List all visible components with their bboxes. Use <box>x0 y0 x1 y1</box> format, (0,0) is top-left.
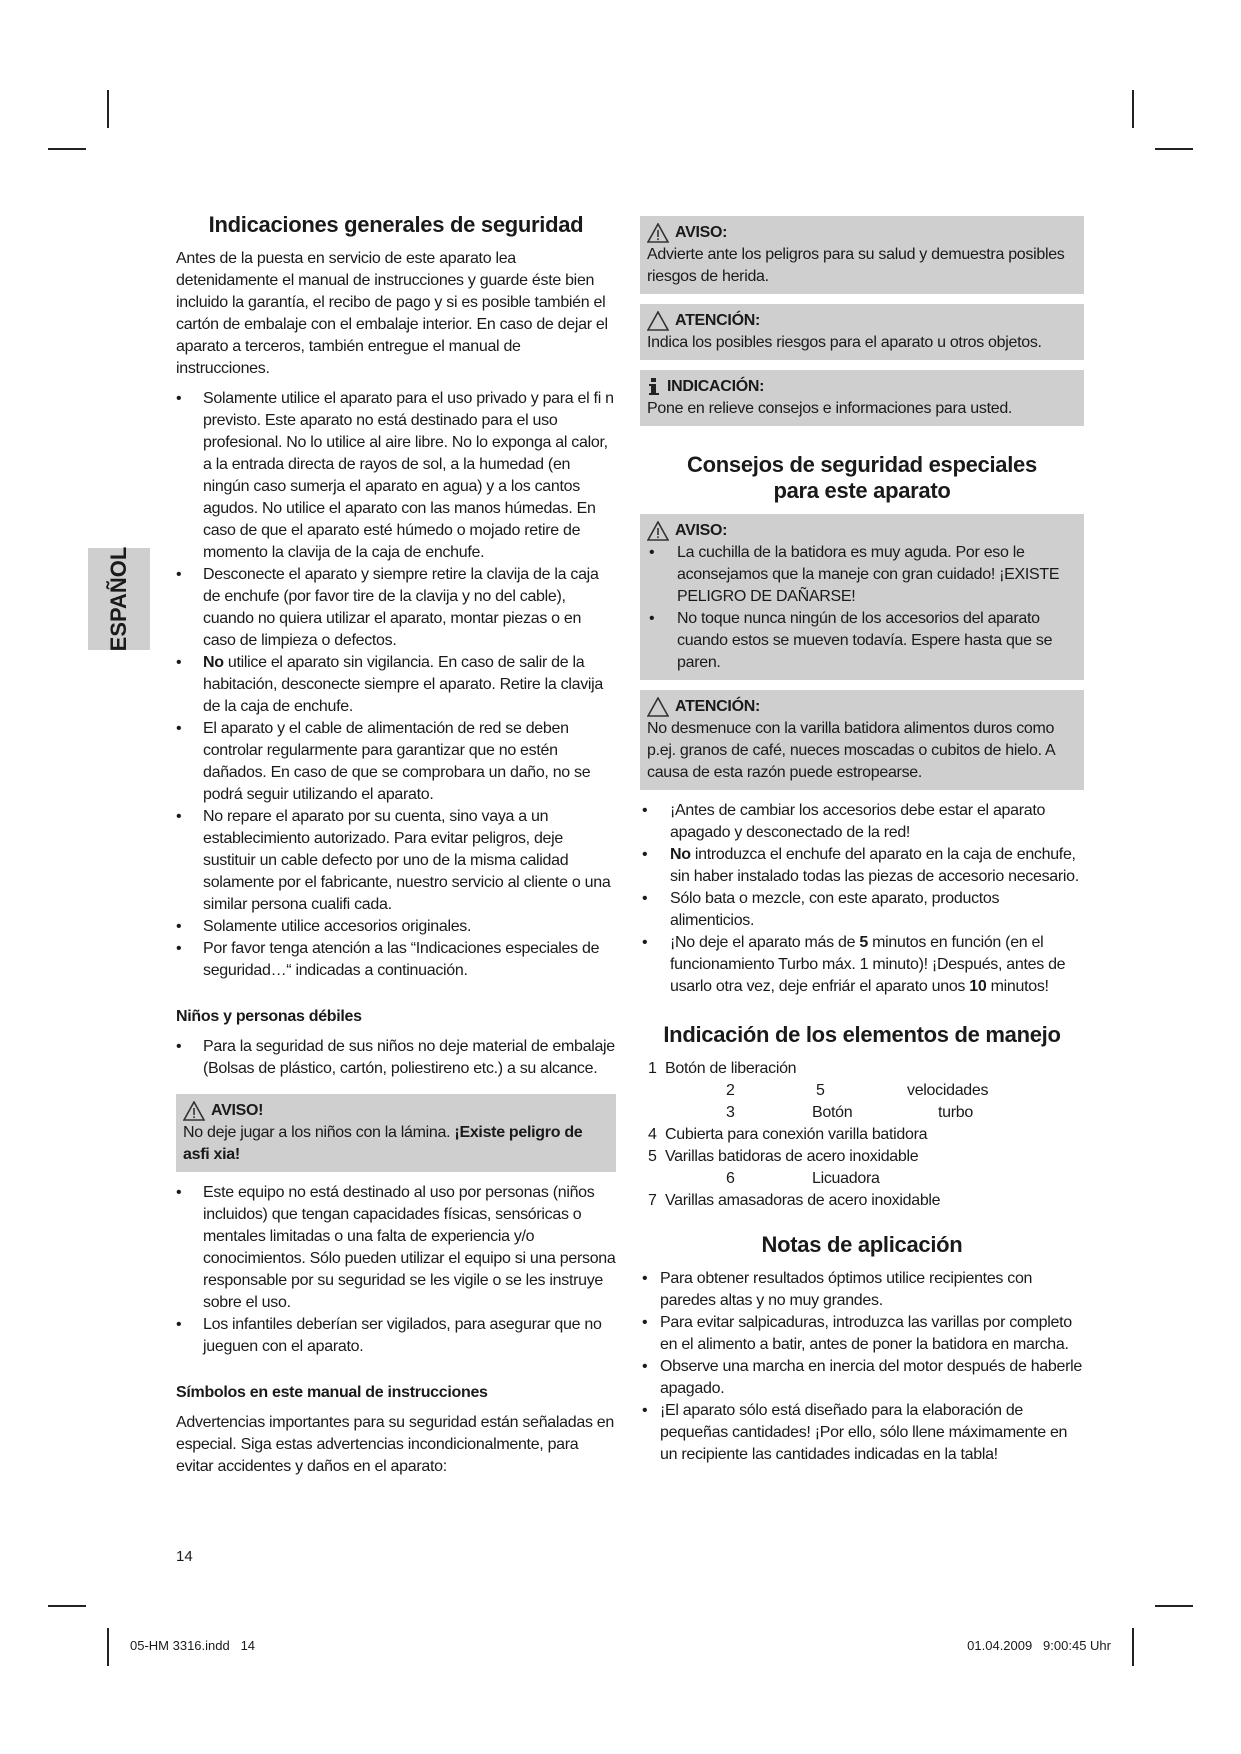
special-safety-title: Consejos de seguridad especiales para este aparato <box>687 452 1037 503</box>
list-item: • Observe una marcha en inercia del motor después de haberle apagado. <box>642 1358 1082 1397</box>
notes-list <box>640 1268 1084 1466</box>
control-item: 4 Cubierta para conexión varilla batidora <box>648 1126 928 1143</box>
list-item: • ¡El aparato sólo está diseñado para la elaboración de pequeñas cantidades! ¡Por ello, sólo llene máximamente en un recipiente las cantidades indicadas en la tabla! <box>642 1402 1068 1463</box>
safety-list <box>176 388 616 982</box>
list-item: • La cuchilla de la batidora es muy aguda. Por eso le aconsejamos que la maneje con gran cuidado! ¡EXISTE PELIGRO DE DAÑARSE! <box>649 544 1060 605</box>
list-item: • El aparato y el cable de alimentación de red se deben controlar regularmente para garantizar que no estén dañados. En caso de que se comprobara un daño, no se podrá seguir utilizando el aparato. <box>176 720 591 803</box>
intro-paragraph: Antes de la puesta en servicio de este aparato lea detenidamente el manual de instrucciones y guarde éste bien incluido la garantía, el recibo de pago y si es posible también el cartón de embalaje con el embalaje interior. En caso de dejar el aparato a terceros, también entregue el manual de instrucciones. <box>176 250 608 377</box>
children-heading: Niños y personas débiles <box>176 1008 362 1025</box>
crop-mark <box>1155 148 1193 150</box>
crop-mark <box>107 90 109 128</box>
list-item: • No repare el aparato por su cuenta, sino vaya a un establecimiento autorizado. Para evitar peligros, deje sustituir un cable defecto por uno de la misma calidad solamente por el fabricante, nuestro servicio al cliente o una similar persona cualifi cada. <box>176 808 611 913</box>
children-list-2 <box>176 1182 616 1358</box>
notes-title: Notas de aplicación <box>761 1232 963 1257</box>
list-item: • No utilice el aparato sin vigilancia. En caso de salir de la habitación, desconecte siempre el aparato. Retire la clavija de la caja de enchufe. <box>176 654 604 715</box>
warning-triangle-icon <box>647 521 669 541</box>
language-tab-label: ESPAÑOL <box>106 546 131 652</box>
list-item: • No toque nunca ningún de los accesorios del aparato cuando estos se mueven todavía. Espere hasta que se paren. <box>649 610 1053 671</box>
symbols-heading: Símbolos en este manual de instrucciones <box>176 1384 488 1401</box>
warning-triangle-icon <box>183 1101 205 1121</box>
control-item: 7 Varillas amasadoras de acero inoxidable <box>648 1192 941 1209</box>
children-warning-box: AVISO! No deje jugar a los niños con la lámina. ¡Existe peligro de asfi xia! <box>176 1094 616 1172</box>
warning-triangle-icon <box>647 223 669 243</box>
page-number: 14 <box>176 1548 193 1565</box>
crop-mark <box>1132 1628 1134 1666</box>
language-tab <box>88 548 150 650</box>
crop-mark <box>1132 90 1134 128</box>
list-item: • Para evitar salpicaduras, introduzca las varillas por completo en el alimento a batir, antes de poner la batidora en marcha. <box>642 1314 1072 1353</box>
footer-timestamp: 01.04.2009 9:00:45 Uhr <box>967 1638 1111 1653</box>
caution-triangle-icon <box>647 697 669 717</box>
caution-box: ATENCIÓN: Indica los posibles riesgos para el aparato u otros objetos. <box>640 304 1084 360</box>
list-item: • Desconecte el aparato y siempre retire la clavija de la caja de enchufe (por favor tire de la clavija y no del cable), cuando no quiera utilizar el aparato, montar piezas o en caso de limpieza o defectos. <box>176 566 599 649</box>
controls-title: Indicación de los elementos de manejo <box>663 1022 1061 1047</box>
warning-box: AVISO: Advierte ante los peligros para su salud y demuestra posibles riesgos de herida. <box>640 216 1084 294</box>
info-icon <box>647 377 661 397</box>
special-list <box>640 800 1084 998</box>
general-safety-title: Indicaciones generales de seguridad <box>208 212 584 237</box>
control-item: 6 Licuadora <box>726 1170 880 1187</box>
crop-mark <box>1155 1605 1193 1607</box>
caution-triangle-icon <box>647 311 669 331</box>
left-column <box>176 212 616 1486</box>
control-item: 5 Varillas batidoras de acero inoxidable <box>648 1148 919 1165</box>
list-item: • Solamente utilice accesorios originales. <box>176 918 472 935</box>
list-item: • Para la seguridad de sus niños no deje material de embalaje (Bolsas de plástico, cartón, poliestireno etc.) a su alcance. <box>176 1038 615 1077</box>
list-item: • Solamente utilice el aparato para el uso privado y para el fi n previsto. Este aparato no está destinado para el uso profesional. No lo utilice al aire libre. No lo exponga al calor, a la entrada directa de rayos de sol, a la humedad (en ningún caso sumerja el aparato en agua) y a los cantos agudos. No utilice el aparato con las manos húmedas. En caso de que el aparato esté húmedo o mojado retire de momento la clavija de la caja de enchufe. <box>176 390 614 561</box>
special-caution-box: ATENCIÓN: No desmenuce con la varilla batidora alimentos duros como p.ej. granos de café, nueces moscadas o cubitos de hielo. A causa de esta razón puede estropearse. <box>640 690 1084 790</box>
note-box: INDICACIÓN: Pone en relieve consejos e informaciones para usted. <box>640 370 1084 426</box>
list-item: • Este equipo no está destinado al uso por personas (niños incluidos) que tengan capacidades físicas, sensóricas o mentales limitadas o una falta de experiencia y/o conocimientos. Sólo pueden utilizar el equipo si una persona responsable por su seguridad se les vigile o se les instruye sobre el uso. <box>176 1184 616 1311</box>
control-item: 2 5 velocidades <box>726 1082 989 1099</box>
crop-mark <box>107 1628 109 1666</box>
footer-file: 05-HM 3316.indd 14 <box>130 1638 256 1653</box>
special-warning-box: AVISO: • La cuchilla de la batidora es muy aguda. Por eso le aconsejamos que la maneje con gran cuidado! ¡EXISTE PELIGRO DE DAÑARSE! • No toque nunca ningún de los accesorios del aparato cuando estos se mueven todavía. Espere hasta que se paren. <box>640 514 1084 680</box>
control-item: 1 Botón de liberación <box>648 1060 797 1077</box>
symbols-paragraph: Advertencias importantes para su seguridad están señaladas en especial. Siga estas advertencias incondicionalmente, para evitar accidentes y daños en el aparato: <box>176 1414 614 1475</box>
children-list <box>176 1036 616 1080</box>
right-column <box>640 216 1084 1466</box>
list-item: • Sólo bata o mezcle, con este aparato, productos alimenticios. <box>642 890 1000 929</box>
list-item: • No introduzca el enchufe del aparato en la caja de enchufe, sin haber instalado todas las piezas de accesorio necesario. <box>642 846 1079 885</box>
crop-mark <box>48 148 86 150</box>
list-item: • Por favor tenga atención a las “Indicaciones especiales de seguridad…“ indicadas a continuación. <box>176 940 600 979</box>
list-item: • ¡No deje el aparato más de 5 minutos en función (en el funcionamiento Turbo máx. 1 minuto)! ¡Después, antes de usarlo otra vez, deje enfriár el aparato unos 10 minutos! <box>642 934 1066 995</box>
list-item: • ¡Antes de cambiar los accesorios debe estar el aparato apagado y desconectado de la red! <box>642 802 1046 841</box>
controls-list <box>640 1058 1084 1212</box>
list-item: • Los infantiles deberían ser vigilados, para asegurar que no jueguen con el aparato. <box>176 1316 602 1355</box>
crop-mark <box>48 1605 86 1607</box>
control-item: 3 Botón turbo <box>726 1104 973 1121</box>
list-item: • Para obtener resultados óptimos utilice recipientes con paredes altas y no muy grandes. <box>642 1270 1033 1309</box>
box-heading: AVISO! <box>211 1102 264 1119</box>
